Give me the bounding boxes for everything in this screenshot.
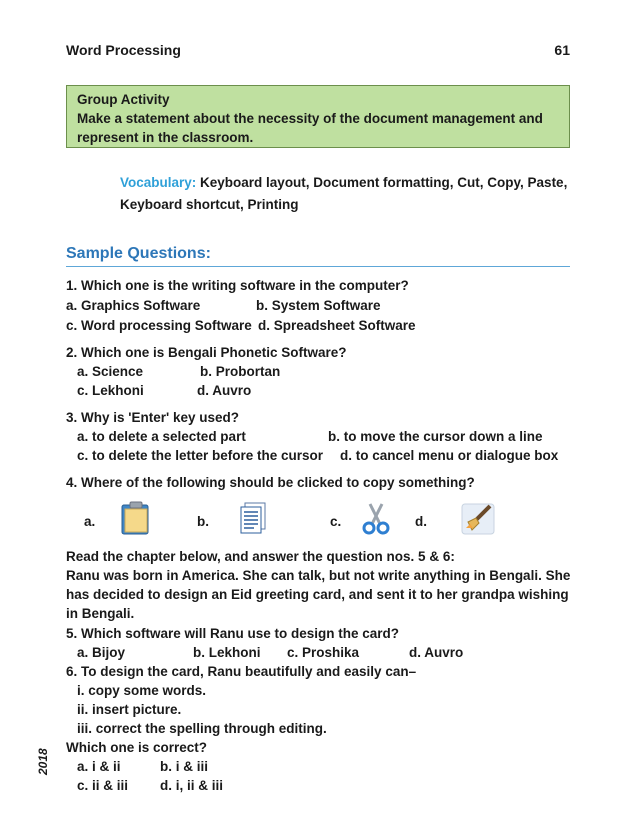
format-brush-icon (460, 500, 496, 536)
q1-option-b: b. System Software (256, 298, 381, 313)
q1-option-d: d. Spreadsheet Software (258, 318, 416, 333)
q6-prompt: Which one is correct? (66, 740, 208, 755)
q6-question: 6. To design the card, Ranu beautifully and easily can– (66, 664, 417, 679)
group-activity-title: Group Activity (77, 92, 170, 107)
q4-question: 4. Where of the following should be clicked to copy something? (66, 475, 475, 490)
vocabulary-line1: Keyboard layout, Document formatting, Cut, Copy, Paste, (196, 175, 568, 190)
q4-option-d: d. (415, 514, 427, 529)
clipboard-icon (118, 500, 154, 536)
q5-question: 5. Which software will Ranu use to design the card? (66, 626, 400, 641)
vocabulary-line2: Keyboard shortcut, Printing (120, 197, 299, 212)
q6-option-a: a. i & ii (77, 759, 121, 774)
q3-question: 3. Why is 'Enter' key used? (66, 410, 239, 425)
q2-option-a: a. Science (77, 364, 144, 379)
page-number: 61 (554, 42, 570, 58)
q1-question: 1. Which one is the writing software in the computer? (66, 278, 409, 293)
q1-option-a: a. Graphics Software (66, 298, 201, 313)
q4-option-c: c. (330, 514, 342, 529)
passage-line3: in Bengali. (66, 606, 135, 621)
q4-option-b: b. (197, 514, 209, 529)
q1-option-c: c. Word processing Software (66, 318, 252, 333)
scissors-icon (358, 500, 394, 536)
q6-statement-ii: ii. insert picture. (77, 702, 182, 717)
q6-statement-iii: iii. correct the spelling through editing. (77, 721, 327, 736)
q6-option-b: b. i & iii (160, 759, 209, 774)
sample-questions-title: Sample Questions: (66, 245, 211, 262)
group-activity-line2: represent in the classroom. (77, 130, 254, 145)
q3-option-c: c. to delete the letter before the cursor (77, 448, 324, 463)
q6-option-d: d. i, ii & iii (160, 778, 224, 793)
q4-option-a: a. (84, 514, 96, 529)
q3-option-b: b. to move the cursor down a line (328, 429, 543, 444)
q3-option-d: d. to cancel menu or dialogue box (340, 448, 559, 463)
q2-option-d: d. Auvro (197, 383, 252, 398)
title-underline (66, 266, 570, 267)
passage-line2: has decided to design an Eid greeting card, and sent it to her grandpa wishing (66, 587, 569, 602)
q5-option-b: b. Lekhoni (193, 645, 261, 660)
q6-statement-i: i. copy some words. (77, 683, 207, 698)
q2-option-c: c. Lekhoni (77, 383, 144, 398)
document-icon (236, 500, 272, 536)
passage-line1: Ranu was born in America. She can talk, but not write anything in Bengali. She (66, 568, 571, 583)
group-activity-line1: Make a statement about the necessity of the document management and (77, 111, 543, 126)
q5-option-a: a. Bijoy (77, 645, 126, 660)
q5-option-c: c. Proshika (287, 645, 360, 660)
vocabulary (120, 172, 567, 216)
q3-option-a: a. to delete a selected part (77, 429, 246, 444)
q6-option-c: c. ii & iii (77, 778, 129, 793)
q2-question: 2. Which one is Bengali Phonetic Software? (66, 345, 347, 360)
q2-option-b: b. Probortan (200, 364, 281, 379)
passage-heading: Read the chapter below, and answer the question nos. 5 & 6: (66, 549, 455, 564)
side-year: 2018 (36, 748, 50, 775)
vocabulary-label: Vocabulary: (120, 175, 197, 190)
group-activity-box (66, 85, 570, 148)
chapter-title: Word Processing (66, 42, 181, 58)
q5-option-d: d. Auvro (409, 645, 464, 660)
